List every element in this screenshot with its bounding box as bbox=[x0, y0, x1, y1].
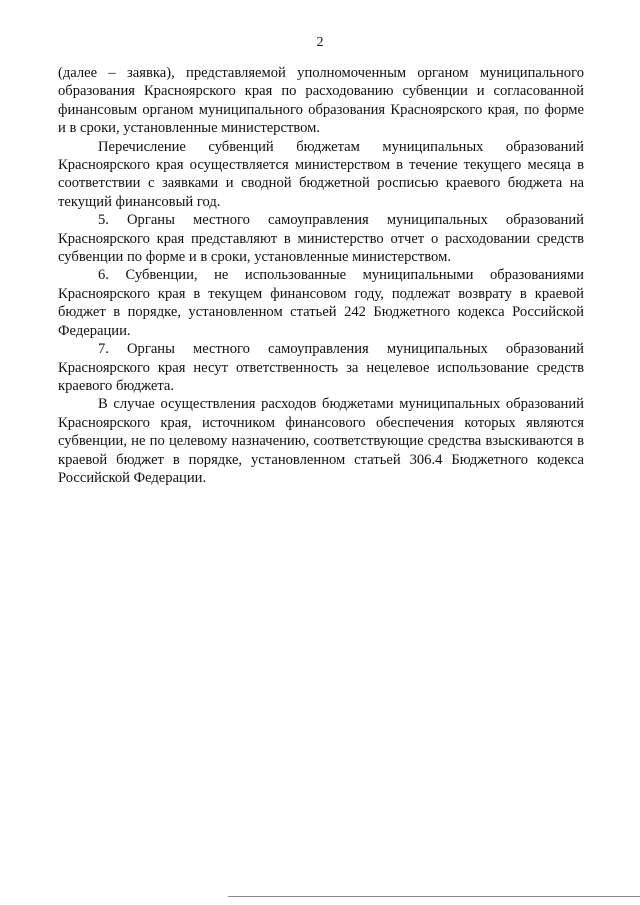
document-body bbox=[58, 64, 584, 487]
paragraph-item-7-responsibility: 7. Органы местного самоуправления муниципальных образований Красноярского края несут ответственность за нецелевое использование средств краевого бюджета. bbox=[58, 341, 584, 394]
bottom-scan-rule bbox=[228, 896, 640, 897]
page-number: 2 bbox=[316, 35, 324, 50]
paragraph-item-5-report: 5. Органы местного самоуправления муниципальных образований Красноярского края представляют в министерство отчет о расходовании средств субвенции по форме и в сроки, установленные министерством. bbox=[58, 212, 584, 266]
paragraph-misuse-recovery: В случае осуществления расходов бюджетами муниципальных образований Красноярского края, источником финансового обеспечения которых являются субвенции, не по целевому назначению, соответствующие средства взыскиваются в краевой бюджет в порядке, установленном статьей 306.4 Бюджетного кодекса Российской Федерации. bbox=[58, 396, 584, 486]
paragraph-application-continuation: (далее – заявка), представляемой уполномоченным органом муниципального образования Красноярского края по расходованию субвенции и согласованной финансовым органом муниципального образования Красноярского края, по форме и в сроки, установленные министерством. bbox=[58, 65, 584, 137]
paragraph-subvention-transfer: Перечисление субвенций бюджетам муниципальных образований Красноярского края осуществляется министерством в течение текущего месяца в соответствии с заявками и сводной бюджетной росписью краевого бюджета на текущий финансовый год. bbox=[58, 138, 584, 210]
paragraph-item-6-return: 6. Субвенции, не использованные муниципальными образованиями Красноярского края в текущем финансовом году, подлежат возврату в краевой бюджет в порядке, установленном статьей 242 Бюджетного кодекса Российской Федерации. bbox=[58, 267, 584, 339]
